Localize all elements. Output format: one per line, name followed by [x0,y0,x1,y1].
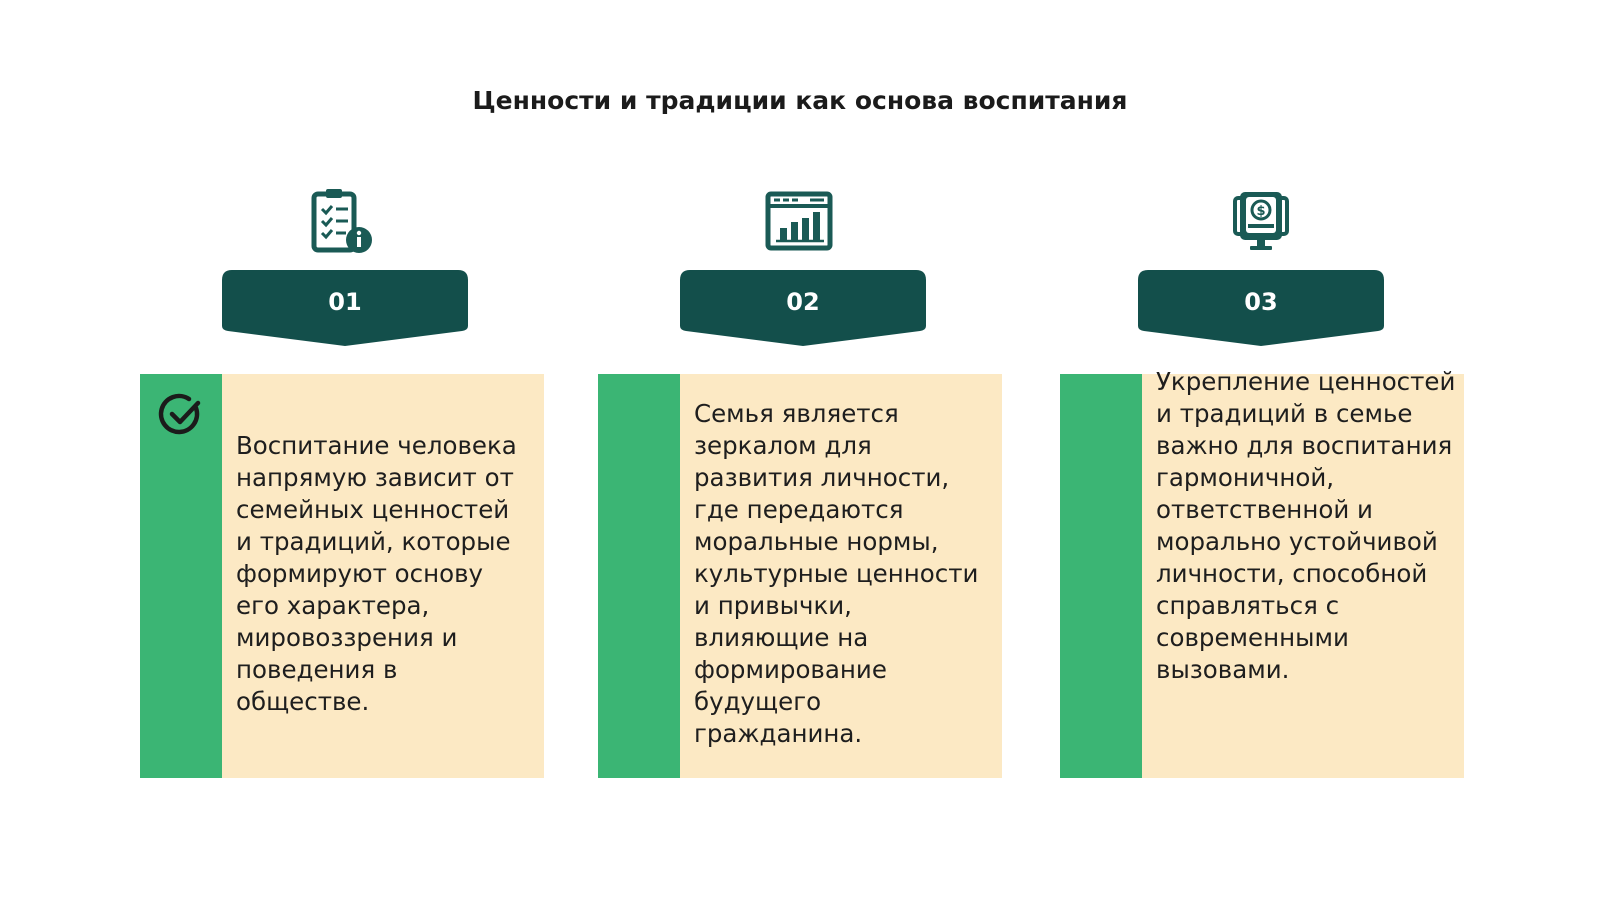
step-description: Семья является зеркалом для развития личности, где передаются моральные нормы, культурные ценности и привычки, влияющие на формирование будущего гражданина. [694,399,979,748]
step-number: 01 [328,288,362,316]
step-card [598,374,1002,778]
step-badge [222,270,468,348]
svg-text:$: $ [1256,204,1266,219]
card-stripe [1060,374,1142,778]
step-column-3 [1060,0,1470,900]
page-title: Ценности и традиции как основа воспитания [472,86,1128,115]
step-card [1060,367,1464,778]
card-stripe [598,374,680,778]
step-column-1 [140,0,550,900]
step-number: 02 [786,288,820,316]
card-stripe [140,374,222,778]
step-description: Воспитание человека напрямую зависит от семейных ценностей и традиций, которые формируют основу его характера, мировоззрения и поведения в обществе. [236,431,517,716]
dollar-monitor-icon [1226,186,1296,256]
step-badge [680,270,926,348]
step-number: 03 [1244,288,1278,316]
step-column-2 [598,0,1008,900]
clipboard-checklist-info-icon [306,186,376,256]
bar-chart-window-icon [764,186,834,256]
step-card [140,374,544,778]
check-circle-icon [158,392,204,438]
step-badge [1138,270,1384,348]
step-description: Укрепление ценностей и традиций в семье важно для воспитания гармоничной, ответственной и морально устойчивой личности, способной справляться с современными вызовами. [1156,367,1456,684]
